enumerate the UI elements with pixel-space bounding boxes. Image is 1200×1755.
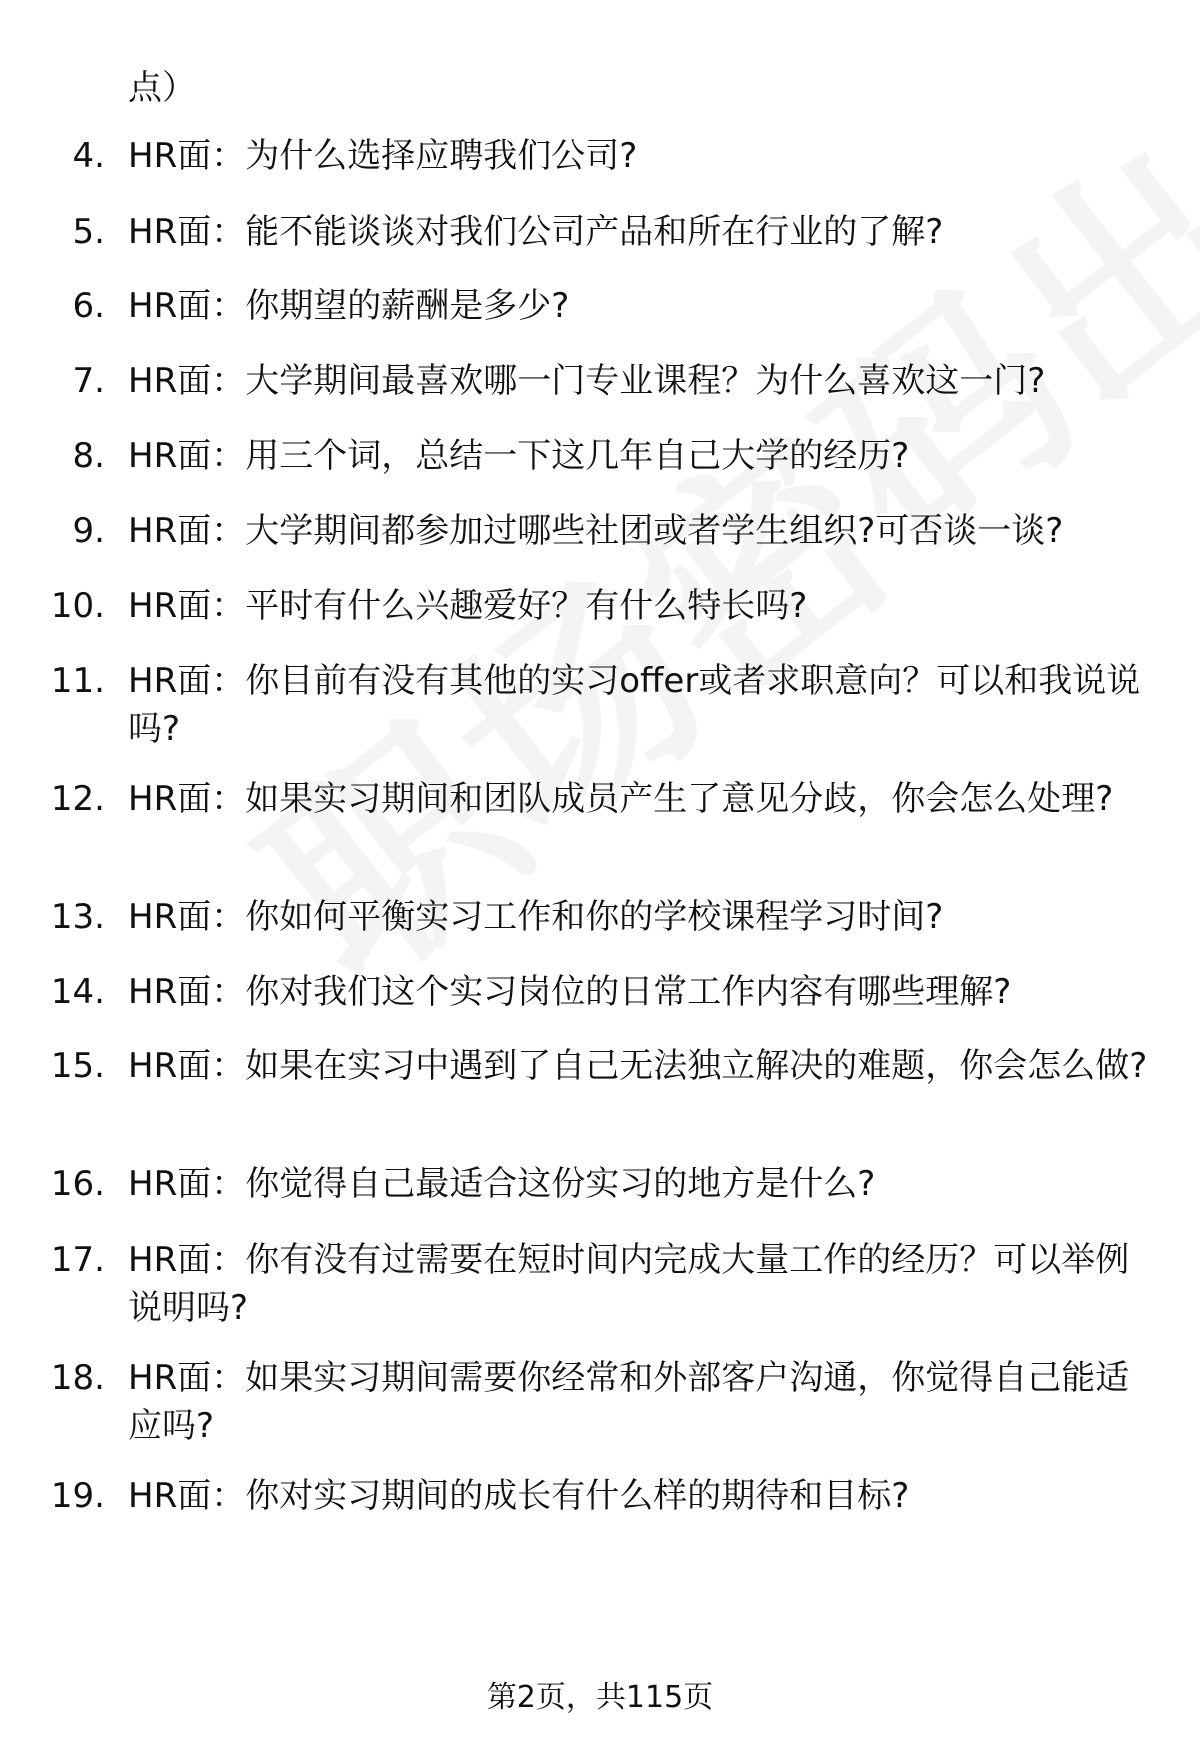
item-number: 9. [72, 511, 105, 551]
item-number: 12. [50, 779, 105, 819]
item-number: 11. [50, 661, 105, 701]
item-text: HR面：如果在实习中遇到了自己无法独立解决的难题，你会怎么做? [128, 1046, 1148, 1086]
item-text: HR面：能不能谈谈对我们公司产品和所在行业的了解? [128, 212, 944, 252]
item-number: 4. [72, 136, 105, 176]
item-text: HR面：你对实习期间的成长有什么样的期待和目标? [128, 1476, 910, 1516]
item-number: 7. [72, 361, 105, 401]
item-text: HR面：你如何平衡实习工作和你的学校课程学习时间? [128, 897, 944, 937]
item-number: 16. [50, 1164, 105, 1204]
item-number: 13. [50, 897, 105, 937]
item-text: HR面：如果实习期间和团队成员产生了意见分歧，你会怎么处理? [128, 779, 1114, 819]
item-text: HR面：你觉得自己最适合这份实习的地方是什么? [128, 1164, 876, 1204]
item-number: 8. [72, 436, 105, 476]
item-number: 6. [72, 286, 105, 326]
item-text: HR面：用三个词，总结一下这几年自己大学的经历? [128, 436, 910, 476]
item-number: 10. [50, 586, 105, 626]
item-text: HR面：大学期间最喜欢哪一门专业课程？为什么喜欢这一门? [128, 361, 1046, 401]
item-number: 19. [50, 1476, 105, 1516]
continuation-text: 点） [128, 68, 196, 108]
item-text: HR面：你期望的薪酬是多少? [128, 286, 570, 326]
item-text: HR面：你有没有过需要在短时间内完成大量工作的经历？可以举例说明吗? [128, 1240, 1130, 1328]
item-number: 15. [50, 1046, 105, 1086]
item-text: HR面：如果实习期间需要你经常和外部客户沟通，你觉得自己能适应吗? [128, 1358, 1130, 1446]
item-number: 5. [72, 212, 105, 252]
item-number: 17. [50, 1240, 105, 1280]
item-number: 18. [50, 1358, 105, 1398]
item-text: HR面：你目前有没有其他的实习offer或者求职意向？可以和我说说吗? [128, 661, 1141, 749]
item-text: HR面：你对我们这个实习岗位的日常工作内容有哪些理解? [128, 972, 1012, 1012]
item-text: HR面：大学期间都参加过哪些社团或者学生组织?可否谈一谈? [128, 511, 1064, 551]
item-number: 14. [50, 972, 105, 1012]
item-text: HR面：平时有什么兴趣爱好？有什么特长吗? [128, 586, 808, 626]
item-text: HR面：为什么选择应聘我们公司? [128, 136, 638, 176]
page-footer: 第2页，共115页 [486, 1680, 714, 1715]
